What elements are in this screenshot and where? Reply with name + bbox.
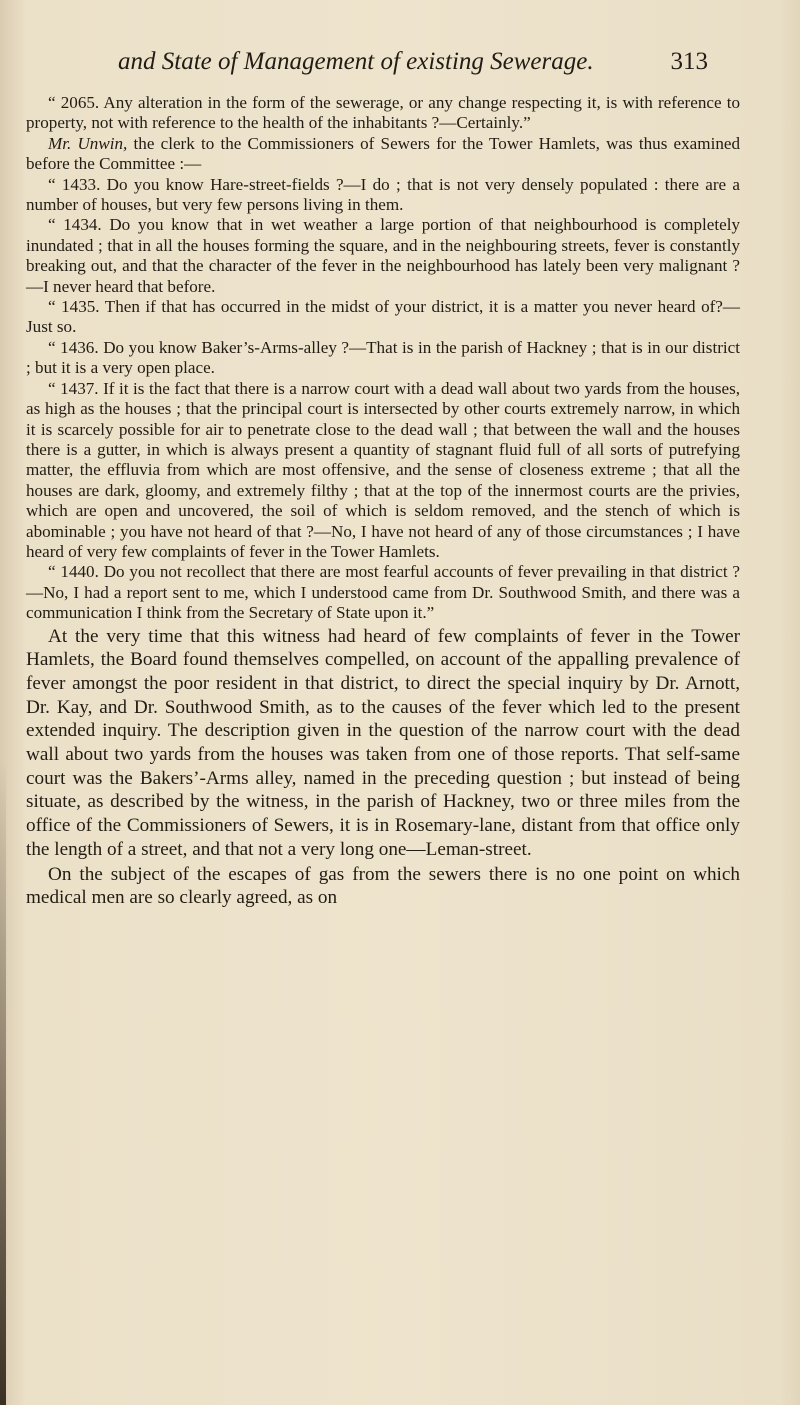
body-text: [26, 93, 740, 910]
paragraph-question-1437: “ 1437. If it is the fact that there is a narrow court with a dead wall about two yards from the houses, as high as the houses ; that the principal court is intersected by other courts extremely narrow, in which it is scarcely possible for air to penetrate close to the dead wall ; that between the wall and the houses there is a gutter, in which is always present a quantity of stagnant fluid full of all sorts of putrefying matter, the effluvia from which are most offensive, and the sense of closeness extreme ; that all the houses are dark, gloomy, and extremely filthy ; that at the top of the innermost courts are the privies, which are open and uncovered, the soil of which is seldom removed, and the stench of which is abominable ; you have not heard of that ?—No, I have not heard of any of those circumstances ; I have heard of very few complaints of fever in the Tower Hamlets.: [26, 378, 740, 561]
paragraph-commentary: At the very time that this witness had heard of few complaints of fever in the Tower Hamlets, the Board found themselves compelled, on account of the appalling prevalence of fever amongst the poor resident in that district, to direct the special inquiry by Dr. Arnott, Dr. Kay, and Dr. Southwood Smith, as to the causes of the fever which led to the present extended inquiry. The description given in the question of the narrow court with the dead wall about two yards from the houses was taken from one of those reports. That self-same court was the Bakers’-Arms alley, named in the preceding question ; but instead of being situate, as described by the witness, in the parish of Hackney, two or three miles from the office of the Commissioners of Sewers, it is in Rosemary-lane, distant from that office only the length of a street, and that not a very long one—Leman-street.: [26, 625, 740, 860]
paragraph-unwin-intro: [26, 134, 740, 175]
paragraph-question-1440: “ 1440. Do you not recollect that there are most fearful accounts of fever prevailing in that district ?—No, I had a report sent to me, which I understood came from Dr. Southwood Smith, and there was a communication I think from the Secretary of State upon it.”: [26, 562, 740, 623]
binding-shadow: [0, 760, 6, 1405]
paragraph-question-1434: “ 1434. Do you know that in wet weather a large portion of that neighbourhood is completely inundated ; that in all the houses forming the square, and in the neighbouring streets, fever is constantly breaking out, and that the character of the fever in the neighbourhood has lately been very malignant ?—I never heard that before.: [26, 215, 740, 296]
page-number: 313: [670, 48, 708, 75]
paragraph-question-1436: “ 1436. Do you know Baker’s-Arms-alley ?—That is in the parish of Hackney ; that is in our district ; but it is a very open place.: [26, 337, 740, 378]
paragraph-evidence-2065: “ 2065. Any alteration in the form of the sewerage, or any change respecting it, is with reference to property, not with reference to the health of the inhabitants ?—Certainly.”: [26, 93, 740, 133]
unwin-intro-text: the clerk to the Commissioners of Sewers for the Tower Hamlets, was thus examined before the Committee :—: [26, 133, 740, 174]
running-title: and State of Management of existing Sewerage.: [118, 48, 594, 75]
paragraph-question-1435: “ 1435. Then if that has occurred in the midst of your district, it is a matter you never heard of?—Just so.: [26, 297, 740, 337]
witness-name: Mr. Unwin,: [48, 133, 128, 153]
paragraph-question-1433: “ 1433. Do you know Hare-street-fields ?—I do ; that is not very densely populated : there are a number of houses, but very few persons living in them.: [26, 174, 740, 215]
paragraph-gas-escapes: On the subject of the escapes of gas from the sewers there is no one point on which medical men are so clearly agreed, as on: [26, 863, 740, 909]
running-head: [118, 48, 708, 82]
